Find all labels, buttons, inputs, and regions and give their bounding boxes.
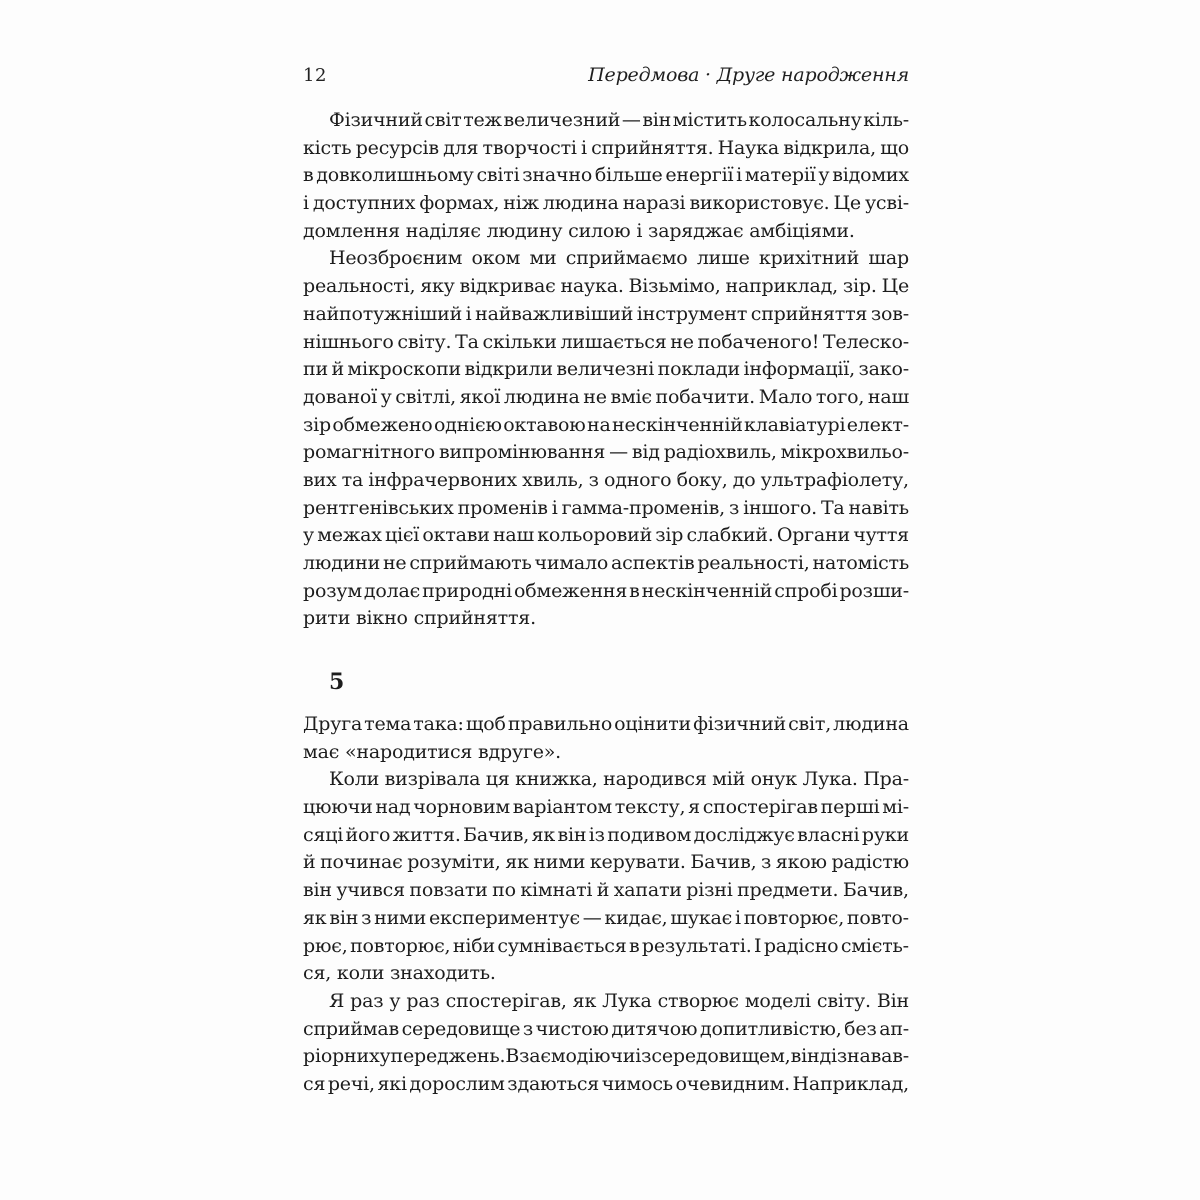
text-line: і доступних формах, ніж людина наразі використовує. Це усві- bbox=[303, 192, 909, 215]
text-line: зір обмежено однією октавою на нескінченній клавіатурі елект- bbox=[303, 413, 909, 436]
text-line: ріорних упереджень. Взаємодіючи із середовищем, він дізнавав- bbox=[303, 1045, 909, 1068]
paragraph bbox=[303, 107, 909, 245]
text-line: рює, повторює, ніби сумнівається в результаті. І радісно смієть- bbox=[303, 934, 909, 957]
text-line: домлення наділяє людину силою і заряджає амбіціями. bbox=[303, 219, 855, 242]
text-line: розум долає природні обмеження в нескінченній спробі розши- bbox=[303, 579, 909, 602]
running-head: Передмова · Друге народження bbox=[588, 64, 909, 86]
text-line: кість ресурсів для творчості і сприйняття. Наука відкрила, що bbox=[303, 136, 909, 159]
text-line: найпотужніший і найважливіший інструмент сприйняття зов- bbox=[303, 302, 909, 325]
text-line: дованої у світлі, якої людина не вміє побачити. Мало того, наш bbox=[303, 385, 909, 408]
text-line: сяці його життя. Бачив, як він із подивом досліджує власні руки bbox=[303, 823, 909, 846]
text-line: Коли визрівала ця книжка, народився мій онук Лука. Пра- bbox=[329, 768, 909, 791]
text-line: нішнього світу. Та скільки лишається не побаченого! Телеско- bbox=[303, 330, 909, 353]
text-line: рентгенівських променів і гамма-променів, з іншого. Та навіть bbox=[303, 496, 909, 519]
text-line: людини не сприймають чимало аспектів реальності, натомість bbox=[303, 552, 909, 574]
text-line: Я раз у раз спостерігав, як Лука створює моделі світу. Він bbox=[329, 989, 909, 1012]
paragraph bbox=[303, 245, 909, 633]
text-line: у межах цієї октави наш кольоровий зір слабкий. Органи чуття bbox=[303, 524, 909, 547]
text-line: рити вікно сприйняття. bbox=[303, 607, 536, 630]
page-number: 12 bbox=[303, 65, 327, 86]
text-line: вих та інфрачервоних хвиль, з одного боку, до ультрафіолету, bbox=[303, 468, 909, 491]
text-line: Фізичний світ теж величезний — він містить колосальну кіль- bbox=[329, 109, 909, 131]
text-block-2 bbox=[303, 711, 909, 1099]
text-line: ся, коли знаходить. bbox=[303, 962, 496, 985]
text-line: сприймав середовище з чистою дитячою допитливістю, без ап- bbox=[303, 1017, 909, 1040]
text-line: ромагнітного випромінювання — від радіохвиль, мікрохвильо- bbox=[303, 441, 909, 464]
text-line: в довколишньому світі значно більше енергії і матерії у відомих bbox=[303, 164, 909, 187]
text-line: Неозброєним оком ми сприймаємо лише крихітний шар bbox=[329, 247, 909, 270]
text-line: ся речі, які дорослим здаються чимось очевидним. Наприклад, bbox=[303, 1072, 909, 1095]
text-line: як він з ними експериментує — кидає, шукає і повторює, повто- bbox=[303, 906, 909, 929]
page-header bbox=[303, 64, 909, 86]
paragraph bbox=[303, 711, 909, 766]
text-line: він учився повзати по кімнаті й хапати різні предмети. Бачив, bbox=[303, 879, 909, 902]
text-line: цюючи над чорновим варіантом тексту, я спостерігав перші мі- bbox=[303, 796, 909, 819]
section-heading: 5 bbox=[329, 669, 345, 695]
text-line: пи й мікроскопи відкрили величезні поклади інформації, зако- bbox=[303, 358, 909, 381]
text-line: Друга тема така: щоб правильно оцінити фізичний світ, людина bbox=[303, 713, 909, 735]
text-block-1 bbox=[303, 107, 909, 633]
paragraph bbox=[303, 988, 909, 1099]
text-line: й починає розуміти, як ними керувати. Бачив, з якою радістю bbox=[303, 851, 909, 874]
text-line: має «народитися вдруге». bbox=[303, 740, 562, 763]
paragraph bbox=[303, 766, 909, 988]
text-line: реальності, яку відкриває наука. Візьмімо, наприклад, зір. Це bbox=[303, 275, 909, 298]
